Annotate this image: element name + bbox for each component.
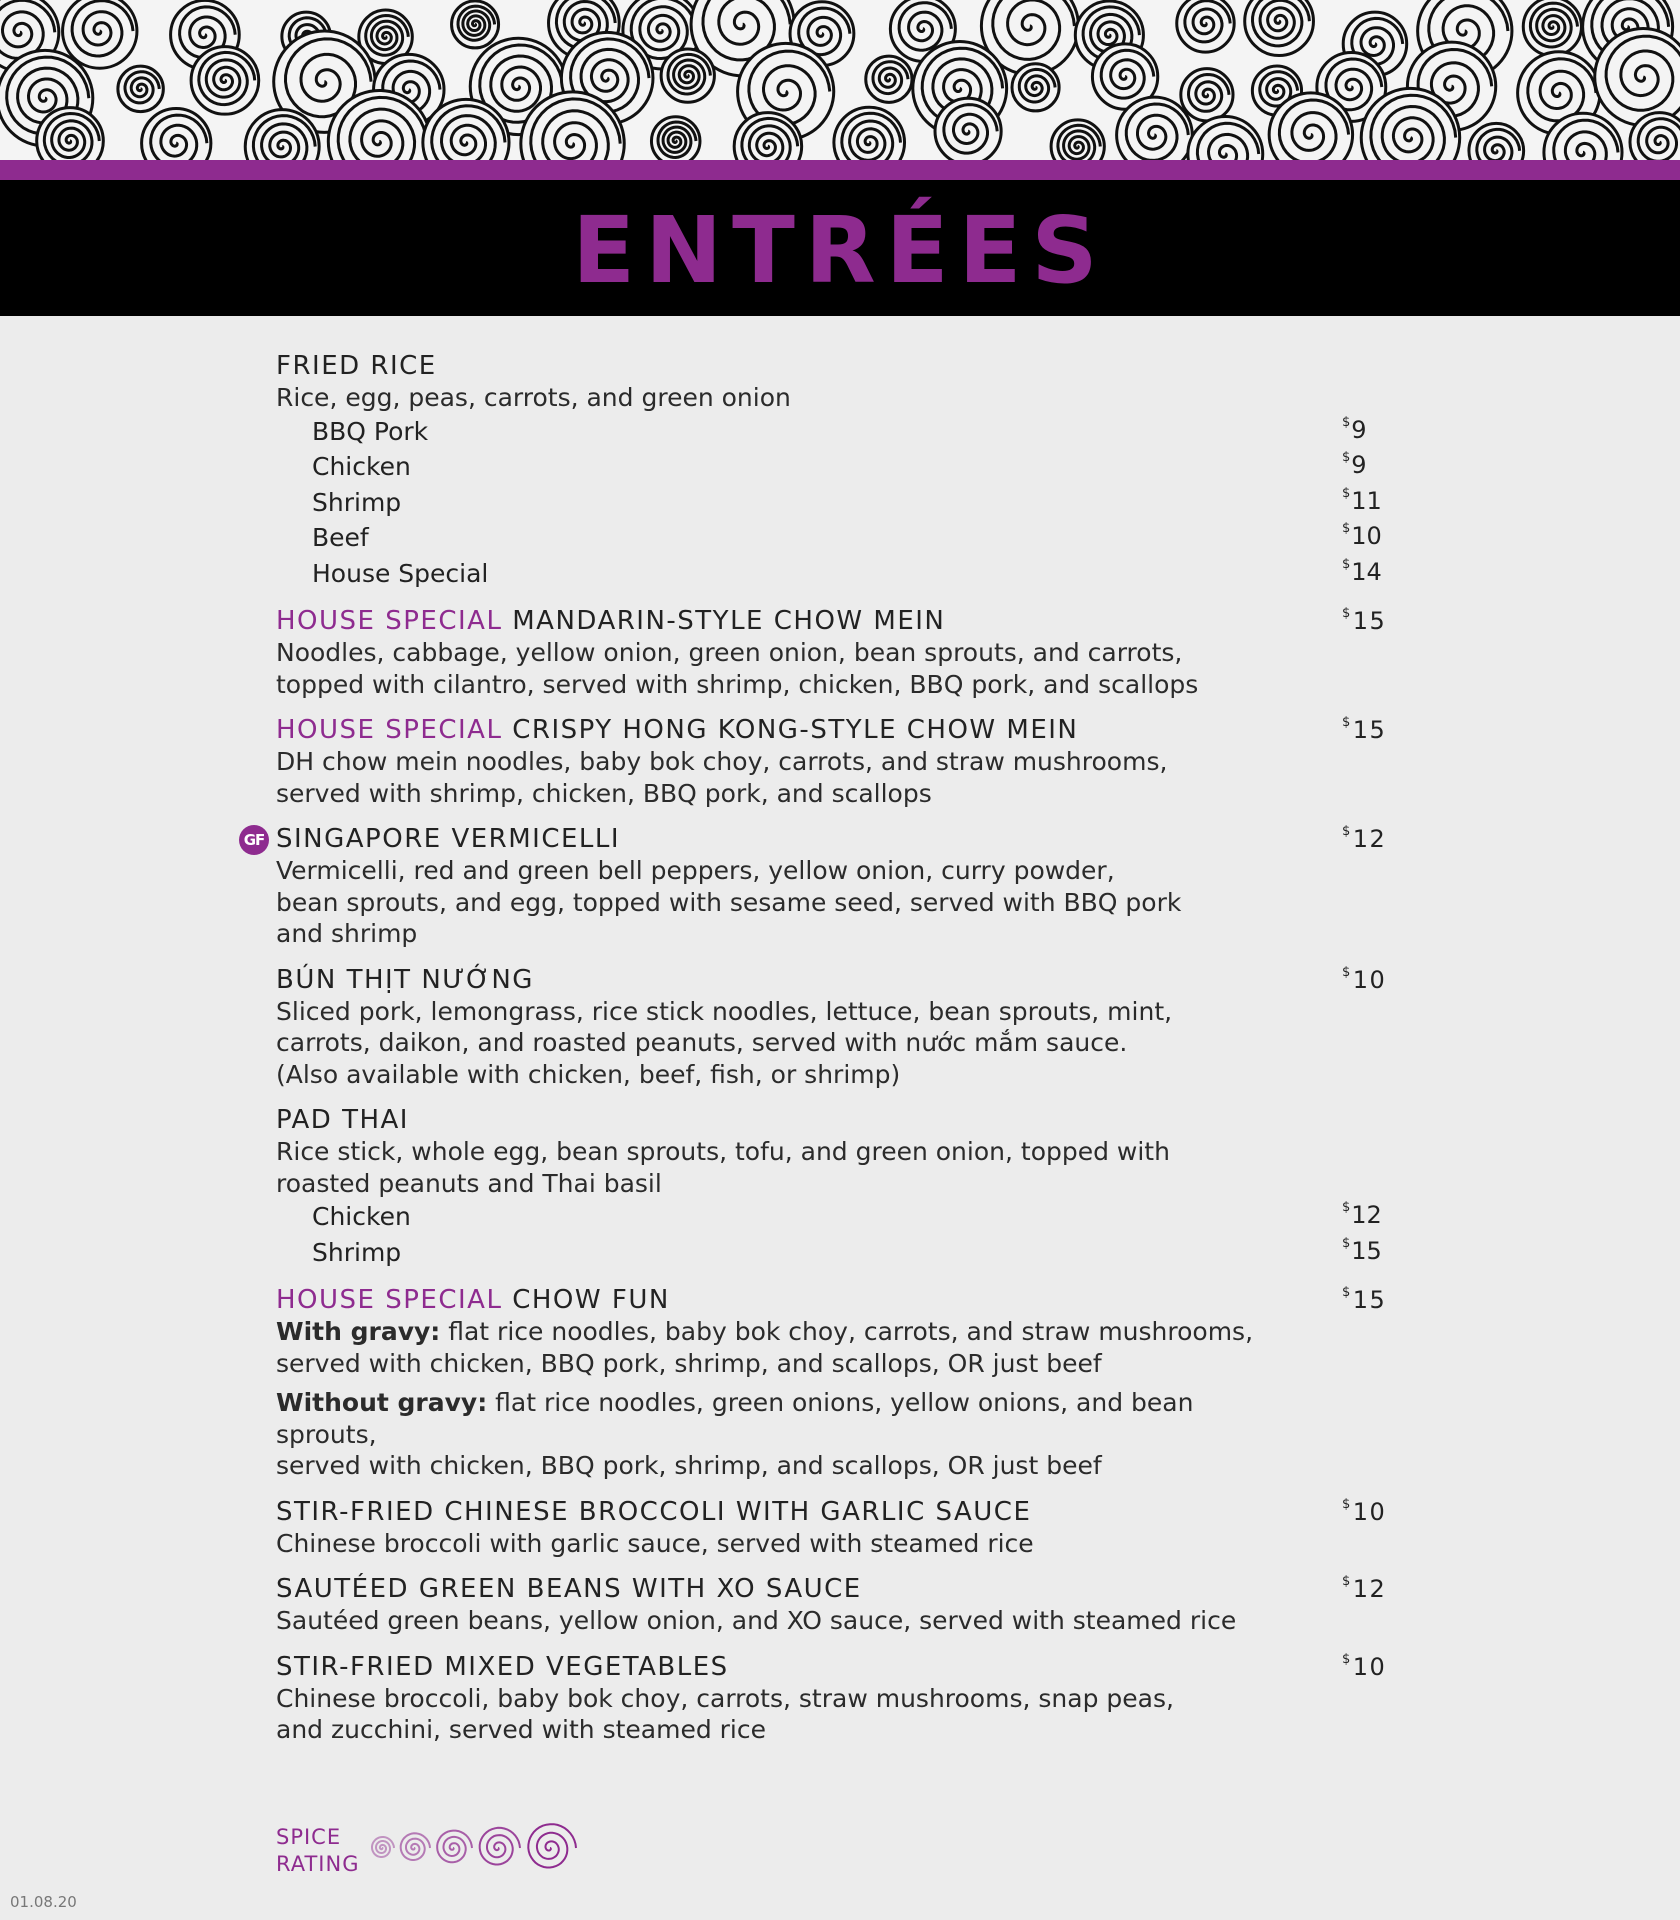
item-name: PAD THAI (276, 1105, 409, 1135)
without-gravy-label: Without gravy: (276, 1388, 488, 1417)
variant-label: Shrimp (312, 487, 402, 517)
variant-shrimp (276, 1235, 1386, 1271)
item-description-line: Chinese broccoli, baby bok choy, carrots, straw mushrooms, snap peas, (276, 1683, 1174, 1713)
spice-level-5-swirl-icon (528, 1824, 576, 1867)
item-price: $10 (1342, 1496, 1387, 1526)
item-description-line: topped with cilantro, served with shrimp, chicken, BBQ pork, and scallops (276, 669, 1199, 699)
item-name: BÚN THỊT NƯỚNG $10 (276, 964, 1387, 995)
with-gravy-label: With gravy: (276, 1317, 441, 1346)
house-special-tag: HOUSE SPECIAL (276, 606, 503, 636)
item-price: $10 (1342, 1651, 1387, 1681)
item-description-line: served with shrimp, chicken, BBQ pork, and scallops (276, 778, 932, 808)
variant-chicken (276, 449, 1386, 485)
item-name: STIR-FRIED CHINESE BROCCOLI WITH GARLIC SAUCE $10 (276, 1496, 1387, 1527)
variant-price: $10 (1342, 521, 1382, 550)
variant-price: $11 (1342, 485, 1382, 515)
spice-level-4-swirl-icon (480, 1828, 520, 1865)
menu-item-green-beans (276, 1573, 1386, 1637)
swirl-pattern (0, 0, 1680, 160)
item-description-line: Vermicelli, red and green bell peppers, yellow onion, curry powder, (276, 856, 1115, 885)
variant-beef (276, 520, 1386, 556)
item-description-line: Chinese broccoli with garlic sauce, served with steamed rice (276, 1528, 1034, 1558)
menu-item-pad-thai (276, 1104, 1386, 1270)
item-description-line: Sautéed green beans, yellow onion, and XO sauce, served with steamed rice (276, 1606, 1237, 1635)
variant-price: $9 (1342, 450, 1367, 479)
item-name: SAUTÉED GREEN BEANS WITH XO SAUCE $12 (276, 1574, 1387, 1604)
item-name: GF SINGAPORE VERMICELLI $12 (276, 823, 1386, 855)
spice-swirl-icons (366, 1818, 606, 1878)
variant-price: $14 (1342, 556, 1382, 586)
menu-item-mixed-vegetables (276, 1651, 1386, 1746)
variant-label: Beef (312, 523, 369, 552)
item-name: HOUSE SPECIAL CRISPY HONG KONG-STYLE CHOW MEIN $15 (276, 715, 1387, 745)
item-description: Rice, egg, peas, carrots, and green onion (276, 383, 791, 412)
item-description-line: and zucchini, served with steamed rice (276, 1715, 767, 1744)
item-price: $15 (1342, 715, 1387, 744)
gluten-free-badge: GF (239, 825, 269, 855)
menu-list (243, 350, 1387, 1760)
item-description-line: carrots, daikon, and roasted peanuts, served with nước mắm sauce. (276, 1028, 1128, 1057)
item-description-line: bean sprouts, and egg, topped with sesame seed, served with BBQ pork (276, 887, 1182, 917)
variant-label: House Special (312, 558, 489, 588)
menu-item-bun-thit-nuong (276, 964, 1386, 1091)
item-description-line: roasted peanuts and Thai basil (276, 1168, 662, 1198)
variant-shrimp (276, 485, 1386, 521)
without-gravy-line: served with chicken, BBQ pork, shrimp, and scallops, OR just beef (276, 1451, 1102, 1480)
variant-bbq-pork (276, 414, 1386, 450)
menu-item-chinese-broccoli (276, 1496, 1386, 1560)
spice-level-2-swirl-icon (401, 1833, 430, 1860)
house-special-tag: HOUSE SPECIAL (276, 715, 503, 745)
item-description-line: and shrimp (276, 919, 418, 948)
item-description-line: Rice stick, whole egg, bean sprouts, tofu, and green onion, topped with (276, 1137, 1170, 1166)
house-special-tag: HOUSE SPECIAL (276, 1285, 503, 1315)
variant-label: Chicken (312, 1202, 411, 1231)
page-title: ENTRÉES (572, 197, 1108, 304)
item-price: $12 (1342, 824, 1387, 853)
menu-item-fried-rice (276, 350, 1386, 591)
variant-chicken (276, 1199, 1386, 1235)
spice-rating-legend (276, 1824, 366, 1878)
variant-label: BBQ Pork (312, 416, 429, 446)
item-description-line: Noodles, cabbage, yellow onion, green onion, bean sprouts, and carrots, (276, 638, 1183, 667)
item-description-line: Sliced pork, lemongrass, rice stick noodles, lettuce, bean sprouts, mint, (276, 996, 1173, 1026)
variant-price: $12 (1342, 1200, 1382, 1229)
item-description-line: (Also available with chicken, beef, fish, or shrimp) (276, 1059, 901, 1089)
accent-stripe (0, 160, 1680, 180)
item-name: HOUSE SPECIAL CHOW FUN $15 (276, 1285, 1387, 1315)
variant-house-special (276, 556, 1386, 592)
item-price: $12 (1342, 1574, 1387, 1603)
variant-price: $15 (1342, 1235, 1382, 1265)
item-name: HOUSE SPECIAL MANDARIN-STYLE CHOW MEIN $15 (276, 606, 1387, 636)
item-name: STIR-FRIED MIXED VEGETABLES $10 (276, 1651, 1387, 1682)
item-price: $15 (1342, 1285, 1387, 1314)
item-price: $10 (1342, 964, 1387, 994)
variant-label: Chicken (312, 452, 411, 481)
swirl-pattern-banner (0, 0, 1680, 160)
variant-label: Shrimp (312, 1237, 402, 1267)
menu-item-singapore-vermicelli (243, 823, 1387, 950)
without-gravy-line: Without gravy: flat rice noodles, green onions, yellow onions, and bean sprouts, (276, 1388, 1194, 1449)
menu-item-mandarin-chow-mein (276, 605, 1386, 700)
menu-item-chow-fun (276, 1284, 1386, 1482)
with-gravy-line: With gravy: flat rice noodles, baby bok choy, carrots, and straw mushrooms, (276, 1317, 1254, 1346)
menu-item-crispy-hk-chow-mein (276, 714, 1386, 809)
item-price: $15 (1342, 606, 1387, 635)
item-description-line: DH chow mein noodles, baby bok choy, carrots, and straw mushrooms, (276, 747, 1168, 776)
spice-rating-label: SPICE RATING (276, 1825, 360, 1876)
spice-level-1-swirl-icon (372, 1837, 394, 1857)
item-name: FRIED RICE (276, 351, 437, 381)
spice-level-3-swirl-icon (437, 1831, 472, 1863)
with-gravy-line: served with chicken, BBQ pork, shrimp, and scallops, OR just beef (276, 1348, 1102, 1378)
variant-price: $9 (1342, 414, 1367, 444)
print-date: 01.08.20 (10, 1893, 77, 1911)
